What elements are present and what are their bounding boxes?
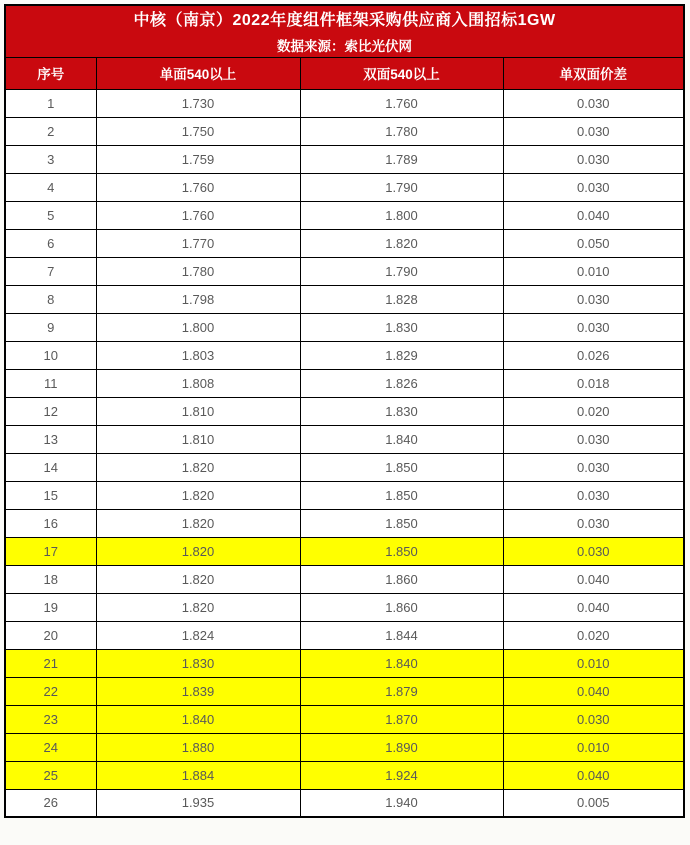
price-diff-cell: 0.018 bbox=[503, 369, 684, 397]
price-diff-cell: 0.010 bbox=[503, 257, 684, 285]
table-row bbox=[5, 257, 684, 285]
table-header bbox=[5, 5, 684, 89]
price-diff-cell: 0.040 bbox=[503, 201, 684, 229]
seq-cell: 13 bbox=[5, 425, 96, 453]
single-price-cell: 1.839 bbox=[96, 677, 300, 705]
seq-cell: 26 bbox=[5, 789, 96, 817]
table-row bbox=[5, 285, 684, 313]
single-price-cell: 1.820 bbox=[96, 537, 300, 565]
price-diff-cell: 0.030 bbox=[503, 537, 684, 565]
table-row bbox=[5, 593, 684, 621]
table-row bbox=[5, 509, 684, 537]
double-price-cell: 1.830 bbox=[300, 397, 503, 425]
table-row bbox=[5, 313, 684, 341]
data-source-label: 数据来源：索比光伏网 bbox=[5, 32, 684, 57]
single-price-cell: 1.810 bbox=[96, 397, 300, 425]
seq-cell: 19 bbox=[5, 593, 96, 621]
single-price-cell: 1.730 bbox=[96, 89, 300, 117]
price-diff-cell: 0.030 bbox=[503, 89, 684, 117]
table-row bbox=[5, 453, 684, 481]
title-row bbox=[5, 5, 684, 32]
single-price-cell: 1.830 bbox=[96, 649, 300, 677]
seq-cell: 20 bbox=[5, 621, 96, 649]
price-diff-cell: 0.030 bbox=[503, 173, 684, 201]
price-diff-cell: 0.005 bbox=[503, 789, 684, 817]
seq-cell: 15 bbox=[5, 481, 96, 509]
double-price-cell: 1.790 bbox=[300, 173, 503, 201]
price-diff-cell: 0.030 bbox=[503, 285, 684, 313]
double-price-cell: 1.840 bbox=[300, 425, 503, 453]
double-price-cell: 1.940 bbox=[300, 789, 503, 817]
price-diff-cell: 0.030 bbox=[503, 313, 684, 341]
double-price-cell: 1.879 bbox=[300, 677, 503, 705]
double-price-cell: 1.840 bbox=[300, 649, 503, 677]
single-price-cell: 1.760 bbox=[96, 173, 300, 201]
double-price-cell: 1.790 bbox=[300, 257, 503, 285]
table-row bbox=[5, 173, 684, 201]
double-price-cell: 1.820 bbox=[300, 229, 503, 257]
table-row bbox=[5, 89, 684, 117]
seq-cell: 10 bbox=[5, 341, 96, 369]
double-price-cell: 1.890 bbox=[300, 733, 503, 761]
price-diff-cell: 0.030 bbox=[503, 705, 684, 733]
seq-cell: 16 bbox=[5, 509, 96, 537]
double-price-cell: 1.850 bbox=[300, 453, 503, 481]
double-price-cell: 1.826 bbox=[300, 369, 503, 397]
price-diff-cell: 0.030 bbox=[503, 453, 684, 481]
price-diff-cell: 0.040 bbox=[503, 565, 684, 593]
single-price-cell: 1.824 bbox=[96, 621, 300, 649]
single-price-cell: 1.760 bbox=[96, 201, 300, 229]
table-row bbox=[5, 229, 684, 257]
col-header-double-540plus: 双面540以上 bbox=[300, 57, 503, 89]
table-row bbox=[5, 565, 684, 593]
single-price-cell: 1.820 bbox=[96, 593, 300, 621]
seq-cell: 24 bbox=[5, 733, 96, 761]
price-diff-cell: 0.020 bbox=[503, 621, 684, 649]
double-price-cell: 1.780 bbox=[300, 117, 503, 145]
seq-cell: 23 bbox=[5, 705, 96, 733]
table-title: 中核（南京）2022年度组件框架采购供应商入围招标1GW bbox=[5, 5, 684, 32]
double-price-cell: 1.828 bbox=[300, 285, 503, 313]
column-header-row bbox=[5, 57, 684, 89]
double-price-cell: 1.850 bbox=[300, 509, 503, 537]
price-diff-cell: 0.030 bbox=[503, 117, 684, 145]
col-header-seq: 序号 bbox=[5, 57, 96, 89]
price-diff-cell: 0.040 bbox=[503, 677, 684, 705]
double-price-cell: 1.924 bbox=[300, 761, 503, 789]
table-row bbox=[5, 677, 684, 705]
table-row bbox=[5, 369, 684, 397]
price-diff-cell: 0.010 bbox=[503, 649, 684, 677]
single-price-cell: 1.780 bbox=[96, 257, 300, 285]
table-body bbox=[5, 89, 684, 817]
single-price-cell: 1.803 bbox=[96, 341, 300, 369]
single-price-cell: 1.770 bbox=[96, 229, 300, 257]
seq-cell: 14 bbox=[5, 453, 96, 481]
double-price-cell: 1.800 bbox=[300, 201, 503, 229]
price-diff-cell: 0.050 bbox=[503, 229, 684, 257]
double-price-cell: 1.870 bbox=[300, 705, 503, 733]
single-price-cell: 1.820 bbox=[96, 565, 300, 593]
table-row bbox=[5, 537, 684, 565]
double-price-cell: 1.860 bbox=[300, 565, 503, 593]
price-diff-cell: 0.030 bbox=[503, 145, 684, 173]
table-row bbox=[5, 621, 684, 649]
single-price-cell: 1.935 bbox=[96, 789, 300, 817]
table-row bbox=[5, 341, 684, 369]
single-price-cell: 1.880 bbox=[96, 733, 300, 761]
table-row bbox=[5, 761, 684, 789]
price-diff-cell: 0.020 bbox=[503, 397, 684, 425]
single-price-cell: 1.800 bbox=[96, 313, 300, 341]
double-price-cell: 1.829 bbox=[300, 341, 503, 369]
seq-cell: 6 bbox=[5, 229, 96, 257]
price-diff-cell: 0.010 bbox=[503, 733, 684, 761]
table-row bbox=[5, 789, 684, 817]
table-row bbox=[5, 705, 684, 733]
seq-cell: 17 bbox=[5, 537, 96, 565]
double-price-cell: 1.860 bbox=[300, 593, 503, 621]
price-diff-cell: 0.030 bbox=[503, 509, 684, 537]
double-price-cell: 1.760 bbox=[300, 89, 503, 117]
seq-cell: 4 bbox=[5, 173, 96, 201]
single-price-cell: 1.808 bbox=[96, 369, 300, 397]
single-price-cell: 1.759 bbox=[96, 145, 300, 173]
seq-cell: 5 bbox=[5, 201, 96, 229]
seq-cell: 1 bbox=[5, 89, 96, 117]
single-price-cell: 1.820 bbox=[96, 481, 300, 509]
table-row bbox=[5, 733, 684, 761]
table-row bbox=[5, 397, 684, 425]
seq-cell: 11 bbox=[5, 369, 96, 397]
price-diff-cell: 0.040 bbox=[503, 593, 684, 621]
seq-cell: 21 bbox=[5, 649, 96, 677]
table-row bbox=[5, 201, 684, 229]
table-row bbox=[5, 481, 684, 509]
single-price-cell: 1.810 bbox=[96, 425, 300, 453]
double-price-cell: 1.850 bbox=[300, 481, 503, 509]
price-diff-cell: 0.026 bbox=[503, 341, 684, 369]
table-row bbox=[5, 425, 684, 453]
double-price-cell: 1.789 bbox=[300, 145, 503, 173]
seq-cell: 12 bbox=[5, 397, 96, 425]
single-price-cell: 1.798 bbox=[96, 285, 300, 313]
double-price-cell: 1.844 bbox=[300, 621, 503, 649]
single-price-cell: 1.820 bbox=[96, 509, 300, 537]
price-diff-cell: 0.030 bbox=[503, 481, 684, 509]
table-row bbox=[5, 649, 684, 677]
price-diff-cell: 0.040 bbox=[503, 761, 684, 789]
table-row bbox=[5, 117, 684, 145]
single-price-cell: 1.840 bbox=[96, 705, 300, 733]
double-price-cell: 1.830 bbox=[300, 313, 503, 341]
col-header-price-diff: 单双面价差 bbox=[503, 57, 684, 89]
seq-cell: 2 bbox=[5, 117, 96, 145]
bid-price-table bbox=[4, 4, 685, 818]
double-price-cell: 1.850 bbox=[300, 537, 503, 565]
seq-cell: 3 bbox=[5, 145, 96, 173]
seq-cell: 9 bbox=[5, 313, 96, 341]
col-header-single-540plus: 单面540以上 bbox=[96, 57, 300, 89]
table-row bbox=[5, 145, 684, 173]
single-price-cell: 1.884 bbox=[96, 761, 300, 789]
subtitle-row bbox=[5, 32, 684, 57]
single-price-cell: 1.820 bbox=[96, 453, 300, 481]
single-price-cell: 1.750 bbox=[96, 117, 300, 145]
price-diff-cell: 0.030 bbox=[503, 425, 684, 453]
seq-cell: 18 bbox=[5, 565, 96, 593]
seq-cell: 22 bbox=[5, 677, 96, 705]
seq-cell: 8 bbox=[5, 285, 96, 313]
seq-cell: 25 bbox=[5, 761, 96, 789]
seq-cell: 7 bbox=[5, 257, 96, 285]
